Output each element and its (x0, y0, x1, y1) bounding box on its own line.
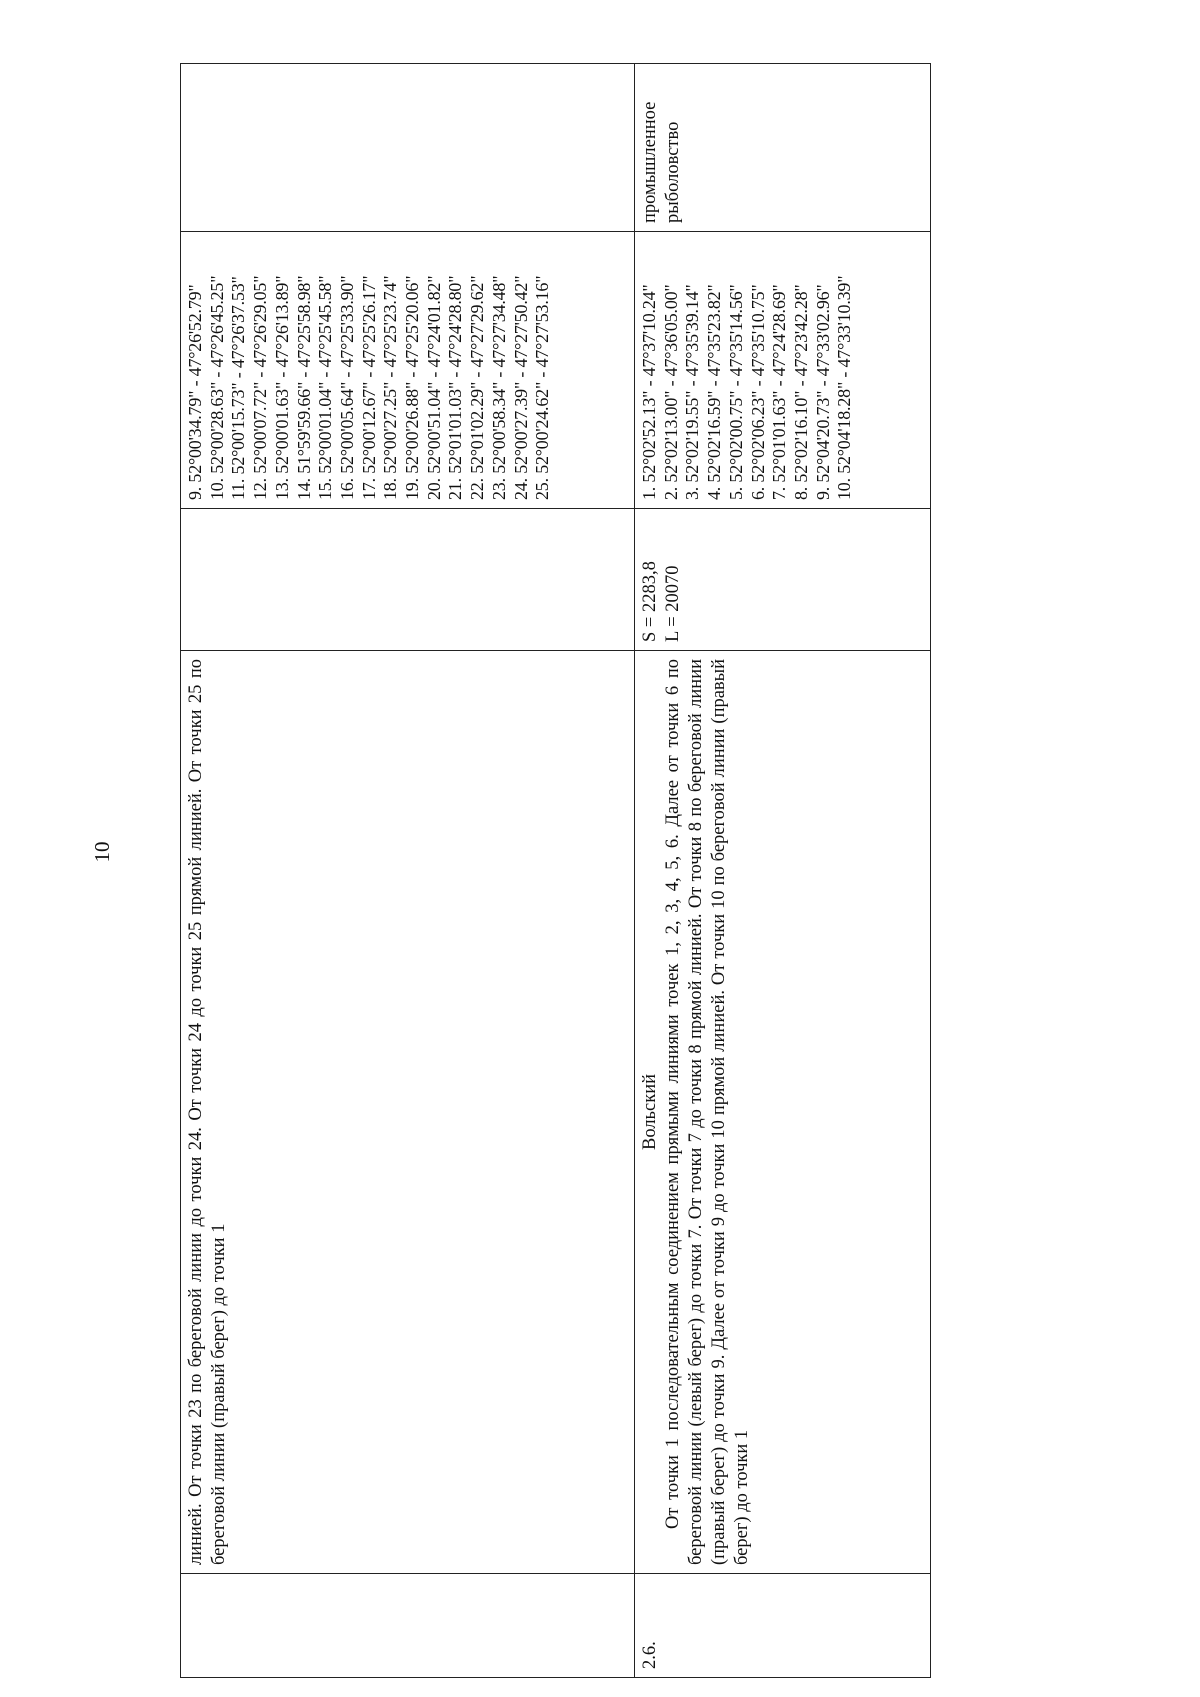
use-cell (181, 64, 635, 232)
use-cell (635, 64, 931, 232)
coordinate-point: 23. 52°00'58.34" - 47°27'34.48" (488, 275, 509, 500)
area-cell (181, 509, 635, 651)
description-cell (181, 651, 635, 1574)
coordinate-point: 2. 52°02'13.00" - 47°36'05.00" (660, 284, 681, 500)
table-row (635, 64, 931, 1678)
coordinate-point: 5. 52°02'00.75" - 47°35'14.56" (725, 284, 746, 500)
coordinate-point: 19. 52°00'26.88" - 47°25'20.06" (402, 275, 423, 500)
zones-table (180, 63, 931, 1678)
coordinate-point: 11. 52°00'15.73" - 47°26'37.53" (228, 276, 249, 500)
page-number: 10 (90, 841, 114, 863)
coordinate-point: 8. 52°02'16.10" - 47°23'42.28" (790, 284, 811, 500)
coordinates-cell (635, 232, 931, 509)
row-number-cell (635, 1574, 931, 1678)
coordinate-point: 6. 52°02'06.23" - 47°35'10.75" (747, 284, 768, 500)
coordinate-point: 17. 52°00'12.67" - 47°25'26.17" (358, 275, 379, 500)
row-number: 2.6. (640, 1641, 660, 1669)
coordinate-point: 10. 52°04'18.28" - 47°33'10.39" (834, 275, 855, 500)
coordinate-point: 10. 52°00'28.63" - 47°26'45.25" (206, 275, 227, 500)
coordinate-point: 24. 52°00'27.39" - 47°27'50.42" (510, 275, 531, 500)
zone-name: Вольский (640, 1074, 660, 1151)
coordinates-cell (181, 232, 635, 509)
coordinate-point: 4. 52°02'16.59" - 47°35'23.82" (704, 284, 725, 500)
coordinate-point: 21. 52°01'01.03" - 47°24'28.80" (445, 275, 466, 500)
coordinate-point: 14. 51°59'59.66" - 47°25'58.98" (293, 275, 314, 500)
description-cell (635, 651, 931, 1574)
coordinate-point: 15. 52°00'01.04" - 47°25'45.58" (315, 275, 336, 500)
area-cell (635, 509, 931, 651)
coordinate-point: 1. 52°02'52.13" - 47°37'10.24" (639, 284, 659, 500)
coordinate-point: 25. 52°00'24.62" - 47°27'53.16" (532, 275, 553, 500)
coordinate-point: 12. 52°00'07.72" - 47°26'29.05" (250, 275, 271, 500)
coordinate-point: 20. 52°00'51.04" - 47°24'01.82" (423, 275, 444, 500)
coordinate-point: 3. 52°02'19.55" - 47°35'39.14" (682, 284, 703, 500)
zone-description: линией. От точки 23 по береговой линии до точки 24. От точки 24 до точки 25 прямой линией. От точки 25 по береговой линии (правый берег) до точки 1 (186, 659, 229, 1565)
coordinate-point: 22. 52°01'02.29" - 47°27'29.62" (467, 275, 488, 500)
coordinate-point: 7. 52°01'01.63" - 47°24'28.69" (769, 284, 790, 500)
coordinate-point: 18. 52°00'27.25" - 47°25'23.74" (380, 275, 401, 500)
coordinate-point: 13. 52°00'01.63" - 47°26'13.89" (271, 275, 292, 500)
use-type: промышленное рыболовство (640, 101, 683, 223)
coordinate-point: 16. 52°00'05.64" - 47°25'33.90" (336, 275, 357, 500)
coordinate-point: 9. 52°00'34.79" - 47°26'52.79" (185, 284, 205, 500)
table-row (181, 64, 635, 1678)
rotated-table-container (180, 64, 930, 1678)
area-s: S = 2283,8 (640, 561, 660, 642)
coordinate-point: 9. 52°04'20.73" - 47°33'02.96" (812, 284, 833, 500)
length-l: L = 20070 (663, 565, 683, 642)
zone-description: От точки 1 последовательным соединением прямыми линиями точек 1, 2, 3, 4, 5, 6. Далее от точки 6 по береговой линии (левый берег) до точки 7. От точки 7 до точки 8 прямой линией. От точки 8 по береговой линии (правый берег) до точки 9. Далее от точки 9 до точки 10 прямой линией. От точки 10 по береговой линии (правый берег) до точки 1 (663, 659, 752, 1565)
row-number-cell (181, 1574, 635, 1678)
